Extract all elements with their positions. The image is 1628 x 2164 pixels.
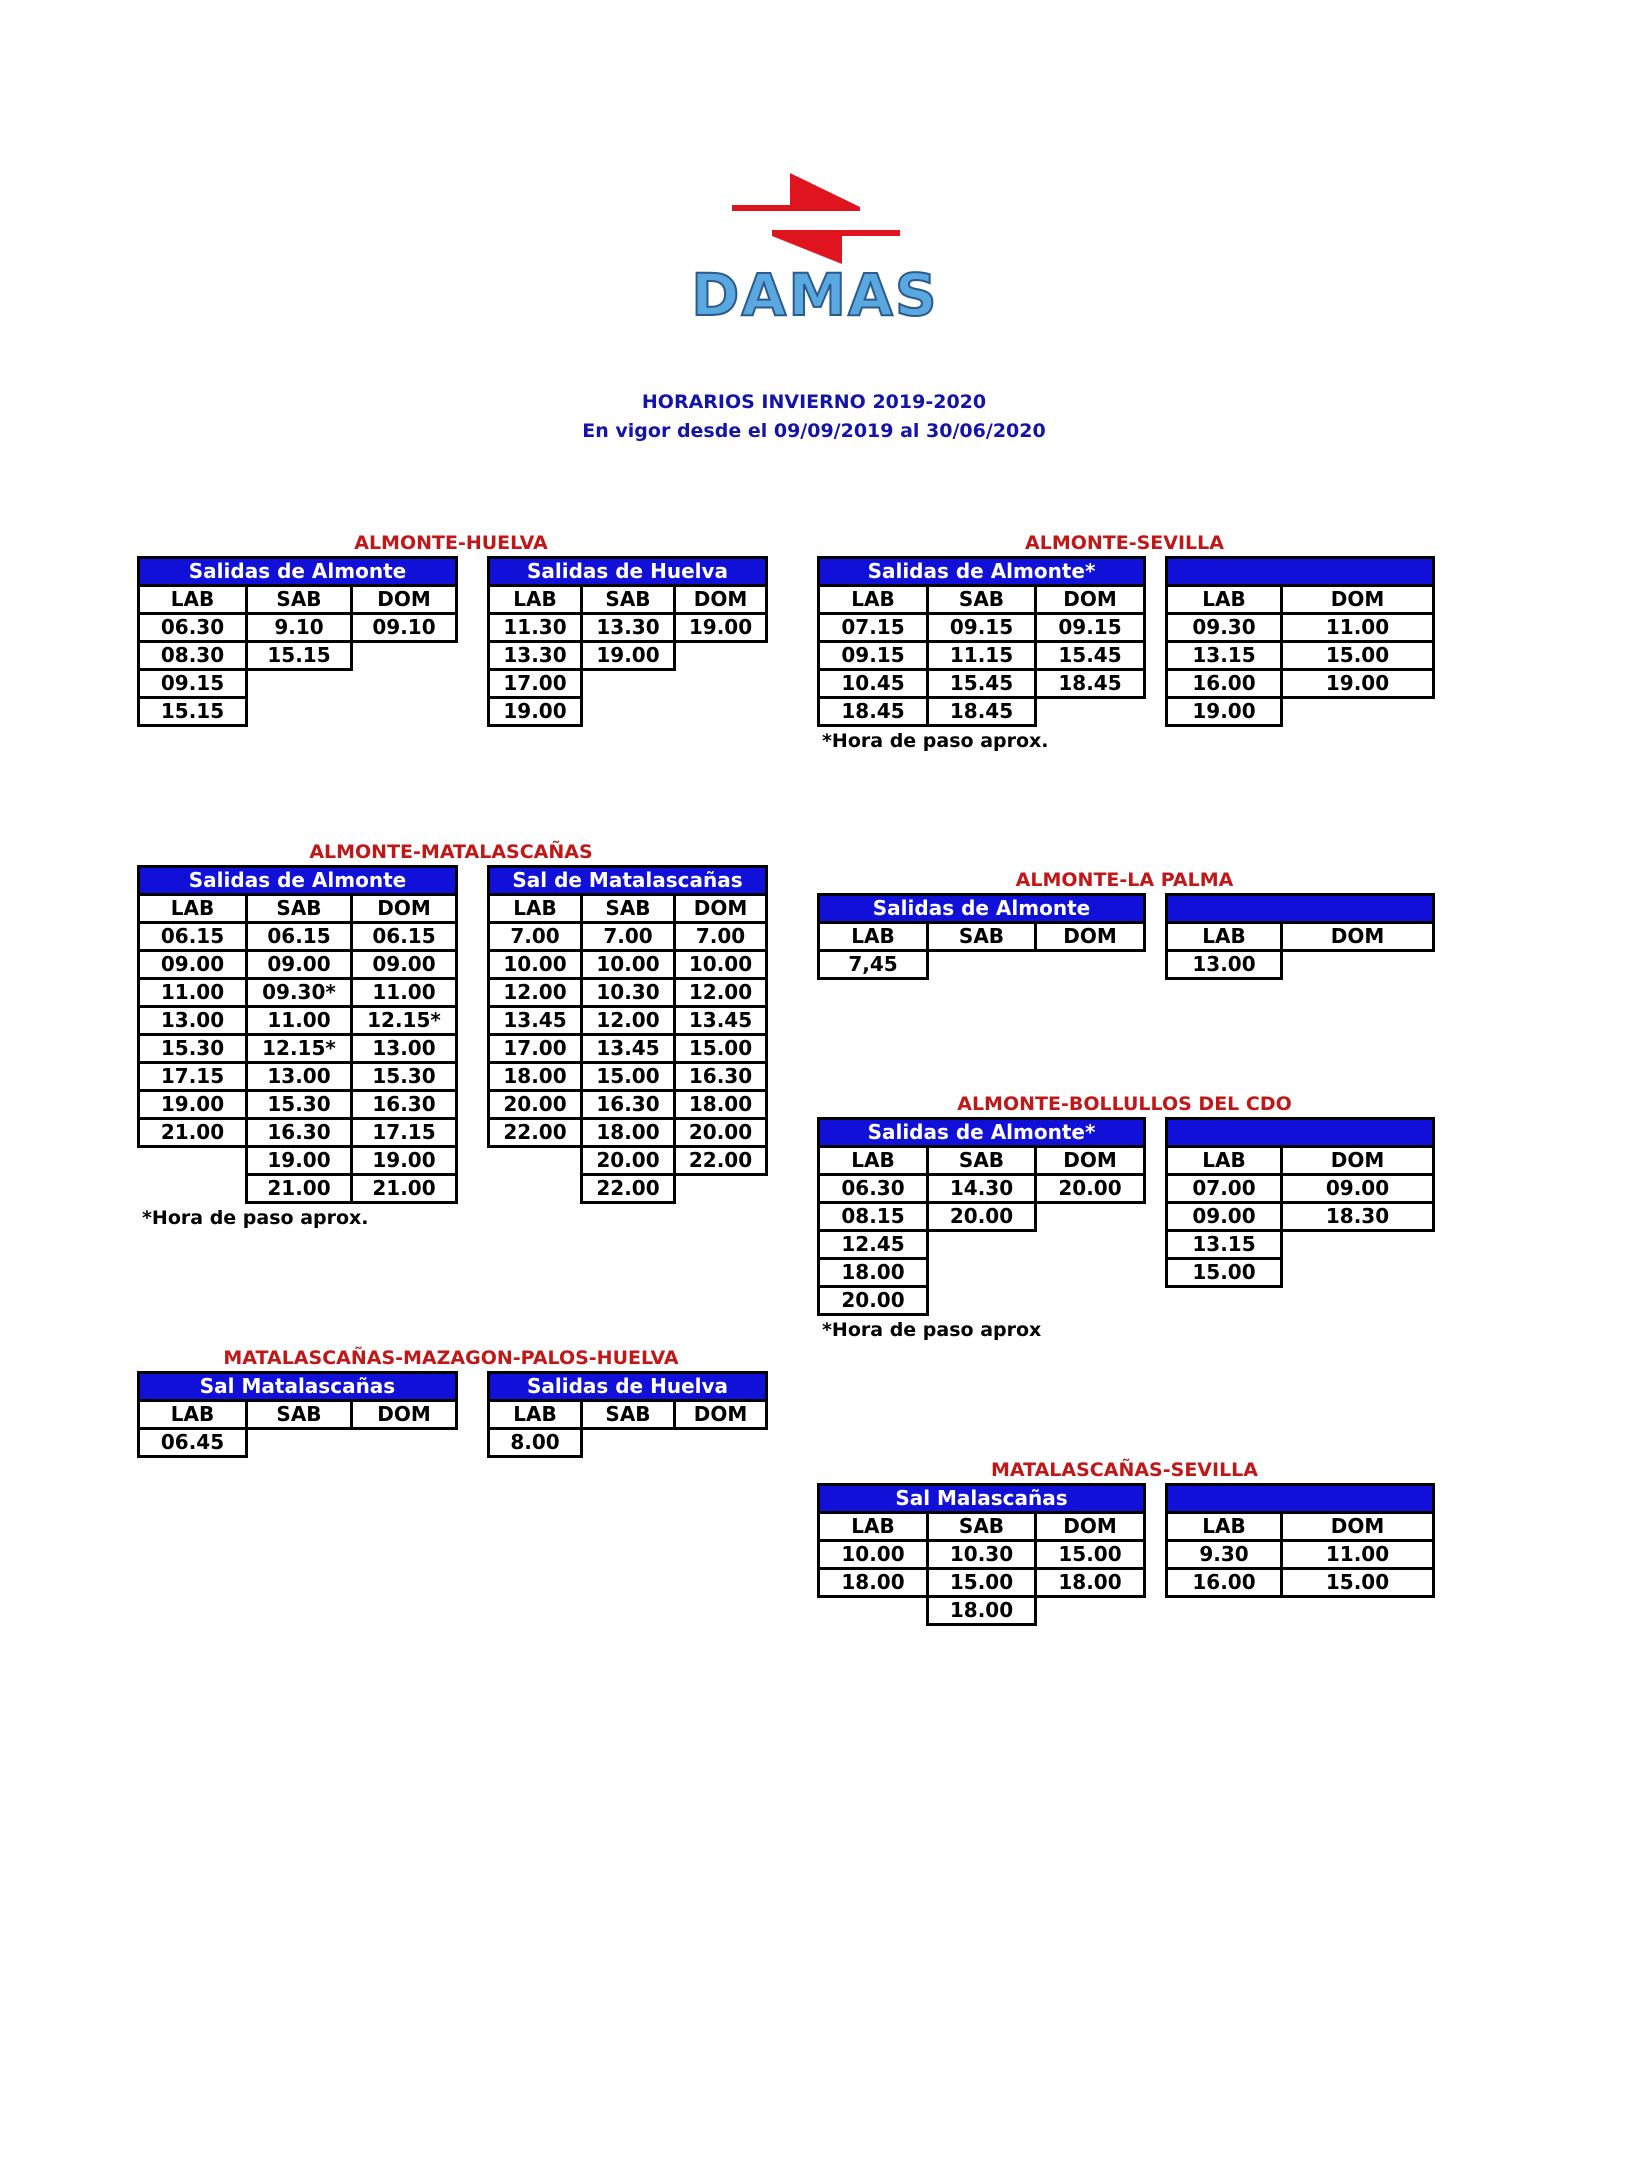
time-cell: 7.00 xyxy=(580,921,676,952)
time-cell: 19.00 xyxy=(137,1089,248,1120)
time-cell: 10.00 xyxy=(487,949,583,980)
almonte_matalascanas-left-table-header: Salidas de Almonte xyxy=(137,865,458,896)
time-cell: 07.00 xyxy=(1165,1173,1283,1204)
column-header-lab: LAB xyxy=(817,584,929,615)
damas-logo xyxy=(670,165,960,335)
footnote: *Hora de paso aprox xyxy=(822,1319,1042,1341)
column-header-dom: DOM xyxy=(1034,1145,1146,1176)
column-header-dom: DOM xyxy=(1034,584,1146,615)
almonte_la_palma-right-table-header xyxy=(1165,893,1435,924)
time-cell: 15.00 xyxy=(1280,1567,1435,1598)
time-cell: 16.30 xyxy=(245,1117,353,1148)
column-header-lab: LAB xyxy=(1165,921,1283,952)
time-cell: 15.45 xyxy=(1034,640,1146,671)
time-cell: 12.15* xyxy=(245,1033,353,1064)
column-header-dom: DOM xyxy=(673,584,768,615)
column-header-dom: DOM xyxy=(1280,921,1435,952)
logo-text: DAMAS xyxy=(691,261,939,329)
almonte_bollullos-right-table-header xyxy=(1165,1117,1435,1148)
time-cell: 07.15 xyxy=(817,612,929,643)
column-header-sab: SAB xyxy=(926,921,1037,952)
column-header-lab: LAB xyxy=(1165,1145,1283,1176)
time-cell: 13.30 xyxy=(580,612,676,643)
time-cell: 18.00 xyxy=(487,1061,583,1092)
time-cell: 13.45 xyxy=(487,1005,583,1036)
column-header-dom: DOM xyxy=(673,1399,768,1430)
time-cell: 8.00 xyxy=(487,1427,583,1458)
time-cell: 7.00 xyxy=(487,921,583,952)
time-cell: 18.45 xyxy=(817,696,929,727)
time-cell: 11.30 xyxy=(487,612,583,643)
time-cell: 10.00 xyxy=(673,949,768,980)
time-cell: 09.00 xyxy=(350,949,458,980)
matalascanas_huelva-left-table-header: Sal Matalascañas xyxy=(137,1371,458,1402)
time-cell: 13.45 xyxy=(673,1005,768,1036)
time-cell: 11.00 xyxy=(350,977,458,1008)
time-cell: 18.00 xyxy=(926,1595,1037,1626)
time-cell: 16.30 xyxy=(350,1089,458,1120)
column-header-lab: LAB xyxy=(817,1511,929,1542)
almonte_sevilla-left-table-header: Salidas de Almonte* xyxy=(817,556,1146,587)
time-cell: 21.00 xyxy=(137,1117,248,1148)
time-cell: 7,45 xyxy=(817,949,929,980)
time-cell: 22.00 xyxy=(580,1173,676,1204)
time-cell: 17.15 xyxy=(350,1117,458,1148)
time-cell: 10.30 xyxy=(926,1539,1037,1570)
time-cell: 16.30 xyxy=(673,1061,768,1092)
page-title: HORARIOS INVIERNO 2019-2020 xyxy=(641,391,987,413)
route-title-almonte_bollullos: ALMONTE-BOLLULLOS DEL CDO xyxy=(957,1093,1292,1115)
time-cell: 14.30 xyxy=(926,1173,1037,1204)
route-title-almonte_la_palma: ALMONTE-LA PALMA xyxy=(1015,869,1234,891)
time-cell: 17.00 xyxy=(487,1033,583,1064)
time-cell: 18.45 xyxy=(1034,668,1146,699)
time-cell: 09.30 xyxy=(1165,612,1283,643)
column-header-sab: SAB xyxy=(245,893,353,924)
column-header-lab: LAB xyxy=(1165,1511,1283,1542)
time-cell: 06.15 xyxy=(245,921,353,952)
column-header-sab: SAB xyxy=(245,1399,353,1430)
column-header-lab: LAB xyxy=(137,1399,248,1430)
time-cell: 22.00 xyxy=(673,1145,768,1176)
time-cell: 11.00 xyxy=(1280,612,1435,643)
time-cell: 10.30 xyxy=(580,977,676,1008)
time-cell: 06.15 xyxy=(350,921,458,952)
time-cell: 11.00 xyxy=(245,1005,353,1036)
route-title-almonte_sevilla: ALMONTE-SEVILLA xyxy=(1025,532,1224,554)
time-cell: 18.00 xyxy=(1034,1567,1146,1598)
almonte_bollullos-left-table-header: Salidas de Almonte* xyxy=(817,1117,1146,1148)
time-cell: 15.00 xyxy=(580,1061,676,1092)
time-cell: 20.00 xyxy=(817,1285,929,1316)
time-cell: 12.15* xyxy=(350,1005,458,1036)
time-cell: 13.00 xyxy=(245,1061,353,1092)
time-cell: 13.45 xyxy=(580,1033,676,1064)
column-header-dom: DOM xyxy=(1280,1511,1435,1542)
time-cell: 09.15 xyxy=(137,668,248,699)
time-cell: 9.10 xyxy=(245,612,353,643)
column-header-lab: LAB xyxy=(817,1145,929,1176)
time-cell: 06.30 xyxy=(817,1173,929,1204)
time-cell: 19.00 xyxy=(245,1145,353,1176)
time-cell: 15.15 xyxy=(137,696,248,727)
time-cell: 08.30 xyxy=(137,640,248,671)
column-header-dom: DOM xyxy=(1280,584,1435,615)
time-cell: 19.00 xyxy=(580,640,676,671)
time-cell: 16.00 xyxy=(1165,668,1283,699)
time-cell: 7.00 xyxy=(673,921,768,952)
time-cell: 09.15 xyxy=(926,612,1037,643)
column-header-lab: LAB xyxy=(137,893,248,924)
column-header-lab: LAB xyxy=(487,893,583,924)
time-cell: 15.15 xyxy=(245,640,353,671)
time-cell: 20.00 xyxy=(673,1117,768,1148)
time-cell: 09.00 xyxy=(137,949,248,980)
time-cell: 22.00 xyxy=(487,1117,583,1148)
time-cell: 10.45 xyxy=(817,668,929,699)
time-cell: 16.00 xyxy=(1165,1567,1283,1598)
time-cell: 10.00 xyxy=(580,949,676,980)
column-header-lab: LAB xyxy=(1165,584,1283,615)
column-header-lab: LAB xyxy=(487,1399,583,1430)
almonte_matalascanas-right-table-header: Sal de Matalascañas xyxy=(487,865,768,896)
column-header-dom: DOM xyxy=(1034,921,1146,952)
column-header-dom: DOM xyxy=(1280,1145,1435,1176)
time-cell: 13.00 xyxy=(350,1033,458,1064)
time-cell: 10.00 xyxy=(817,1539,929,1570)
time-cell: 09.30* xyxy=(245,977,353,1008)
time-cell: 15.00 xyxy=(673,1033,768,1064)
column-header-dom: DOM xyxy=(673,893,768,924)
time-cell: 13.15 xyxy=(1165,1229,1283,1260)
matalascanas_sevilla-left-table-header: Sal Malascañas xyxy=(817,1483,1146,1514)
time-cell: 20.00 xyxy=(580,1145,676,1176)
almonte_sevilla-right-table-header xyxy=(1165,556,1435,587)
time-cell: 09.00 xyxy=(1165,1201,1283,1232)
time-cell: 17.15 xyxy=(137,1061,248,1092)
column-header-dom: DOM xyxy=(1034,1511,1146,1542)
route-title-almonte_huelva: ALMONTE-HUELVA xyxy=(354,532,548,554)
time-cell: 15.00 xyxy=(1034,1539,1146,1570)
time-cell: 9.30 xyxy=(1165,1539,1283,1570)
time-cell: 18.30 xyxy=(1280,1201,1435,1232)
time-cell: 11.00 xyxy=(1280,1539,1435,1570)
time-cell: 15.30 xyxy=(245,1089,353,1120)
time-cell: 15.30 xyxy=(137,1033,248,1064)
column-header-sab: SAB xyxy=(580,1399,676,1430)
time-cell: 20.00 xyxy=(487,1089,583,1120)
route-title-matalascanas_huelva: MATALASCAÑAS-MAZAGON-PALOS-HUELVA xyxy=(223,1347,679,1369)
column-header-lab: LAB xyxy=(487,584,583,615)
time-cell: 18.00 xyxy=(673,1089,768,1120)
matalascanas_sevilla-right-table-header xyxy=(1165,1483,1435,1514)
time-cell: 21.00 xyxy=(350,1173,458,1204)
column-header-sab: SAB xyxy=(926,1145,1037,1176)
time-cell: 15.45 xyxy=(926,668,1037,699)
time-cell: 06.30 xyxy=(137,612,248,643)
page-subtitle: En vigor desde el 09/09/2019 al 30/06/2020 xyxy=(582,420,1046,442)
time-cell: 18.45 xyxy=(926,696,1037,727)
time-cell: 20.00 xyxy=(926,1201,1037,1232)
time-cell: 09.00 xyxy=(245,949,353,980)
time-cell: 15.00 xyxy=(1280,640,1435,671)
time-cell: 18.00 xyxy=(580,1117,676,1148)
time-cell: 08.15 xyxy=(817,1201,929,1232)
column-header-sab: SAB xyxy=(580,584,676,615)
logo-arrows-icon xyxy=(732,173,900,264)
column-header-lab: LAB xyxy=(137,584,248,615)
time-cell: 18.00 xyxy=(817,1567,929,1598)
time-cell: 12.00 xyxy=(487,977,583,1008)
route-title-almonte_matalascanas: ALMONTE-MATALASCAÑAS xyxy=(309,841,593,863)
time-cell: 13.00 xyxy=(1165,949,1283,980)
time-cell: 15.30 xyxy=(350,1061,458,1092)
column-header-sab: SAB xyxy=(926,1511,1037,1542)
time-cell: 09.10 xyxy=(350,612,458,643)
almonte_la_palma-left-table-header: Salidas de Almonte xyxy=(817,893,1146,924)
time-cell: 12.45 xyxy=(817,1229,929,1260)
time-cell: 12.00 xyxy=(580,1005,676,1036)
time-cell: 16.30 xyxy=(580,1089,676,1120)
almonte_huelva-left-table-header: Salidas de Almonte xyxy=(137,556,458,587)
column-header-lab: LAB xyxy=(817,921,929,952)
time-cell: 19.00 xyxy=(487,696,583,727)
time-cell: 17.00 xyxy=(487,668,583,699)
route-title-matalascanas_sevilla: MATALASCAÑAS-SEVILLA xyxy=(990,1459,1258,1481)
time-cell: 18.00 xyxy=(817,1257,929,1288)
time-cell: 21.00 xyxy=(245,1173,353,1204)
time-cell: 11.00 xyxy=(137,977,248,1008)
column-header-dom: DOM xyxy=(350,1399,458,1430)
time-cell: 09.00 xyxy=(1280,1173,1435,1204)
time-cell: 09.15 xyxy=(1034,612,1146,643)
footnote: *Hora de paso aprox. xyxy=(142,1207,369,1229)
time-cell: 15.00 xyxy=(1165,1257,1283,1288)
column-header-sab: SAB xyxy=(926,584,1037,615)
footnote: *Hora de paso aprox. xyxy=(822,730,1049,752)
time-cell: 19.00 xyxy=(673,612,768,643)
column-header-sab: SAB xyxy=(580,893,676,924)
almonte_huelva-right-table-header: Salidas de Huelva xyxy=(487,556,768,587)
time-cell: 11.15 xyxy=(926,640,1037,671)
time-cell: 19.00 xyxy=(1165,696,1283,727)
time-cell: 09.15 xyxy=(817,640,929,671)
column-header-sab: SAB xyxy=(245,584,353,615)
time-cell: 12.00 xyxy=(673,977,768,1008)
matalascanas_huelva-right-table-header: Salidas de Huelva xyxy=(487,1371,768,1402)
time-cell: 20.00 xyxy=(1034,1173,1146,1204)
column-header-dom: DOM xyxy=(350,584,458,615)
time-cell: 13.15 xyxy=(1165,640,1283,671)
time-cell: 13.00 xyxy=(137,1005,248,1036)
time-cell: 06.45 xyxy=(137,1427,248,1458)
column-header-dom: DOM xyxy=(350,893,458,924)
time-cell: 13.30 xyxy=(487,640,583,671)
time-cell: 19.00 xyxy=(350,1145,458,1176)
time-cell: 06.15 xyxy=(137,921,248,952)
time-cell: 15.00 xyxy=(926,1567,1037,1598)
time-cell: 19.00 xyxy=(1280,668,1435,699)
